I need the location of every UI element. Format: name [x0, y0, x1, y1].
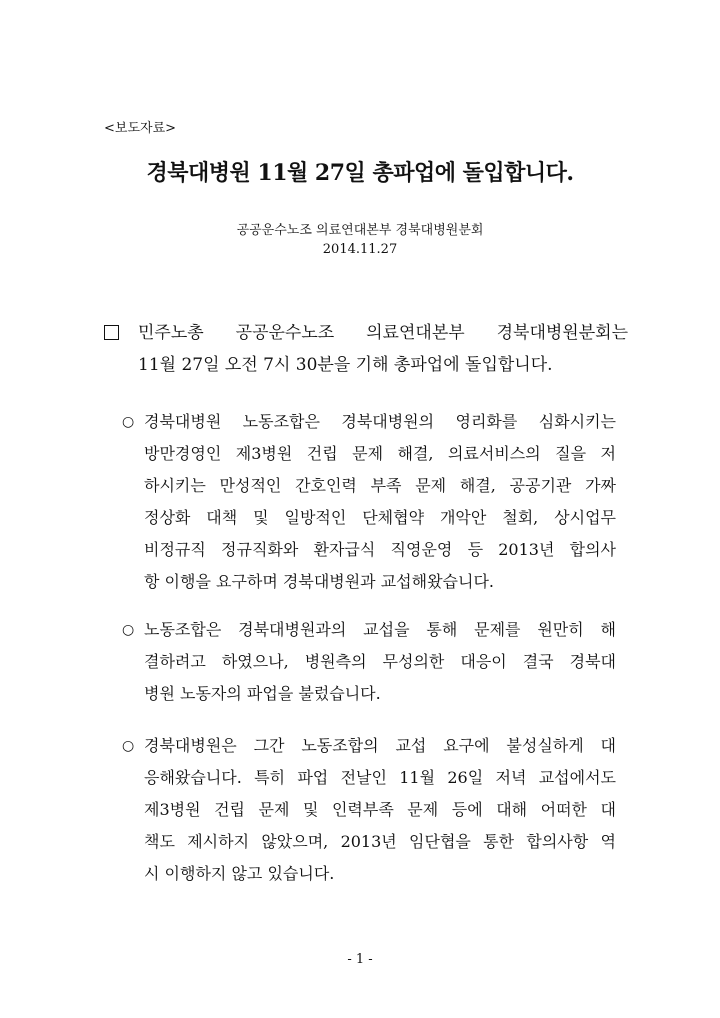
item-line: 결하려고 하였으나, 병원측의 무성의한 대응이 결국 경북대 — [144, 652, 616, 671]
item-line: 책도 제시하지 않았으며, 2013년 임단협을 통한 합의사항 역 — [144, 832, 616, 851]
square-bullet-icon — [104, 325, 119, 340]
item-line: 병원 노동자의 파업을 불렀습니다. — [144, 684, 381, 703]
item-line: 시 이행하지 않고 있습니다. — [144, 864, 335, 883]
document-title: 경북대병원 11월 27일 총파업에 돌입합니다. — [146, 160, 574, 186]
item-line: 정상화 대책 및 일방적인 단체협약 개악안 철회, 상시업무 — [144, 508, 616, 527]
circle-bullet-icon: ○ — [122, 622, 135, 638]
item-line: 제3병원 건립 문제 및 인력부족 문제 등에 대해 어떠한 대 — [144, 800, 616, 819]
item-line: 노동조합은 경북대병원과의 교섭을 통해 문제를 원만히 해 — [144, 620, 616, 639]
organization-name: 공공운수노조 의료연대본부 경북대병원분회 — [236, 223, 484, 238]
lead-line: 11월 27일 오전 7시 30분을 기해 총파업에 돌입합니다. — [138, 355, 553, 375]
circle-bullet-icon: ○ — [122, 738, 135, 754]
document-date: 2014.11.27 — [322, 242, 398, 257]
item-line: 방만경영인 제3병원 건립 문제 해결, 의료서비스의 질을 저 — [144, 444, 616, 463]
lead-line: 민주노총 공공운수노조 의료연대본부 경북대병원분회는 — [138, 323, 628, 343]
item-line: 경북대병원은 그간 노동조합의 교섭 요구에 불성실하게 대 — [144, 736, 616, 755]
circle-bullet-icon: ○ — [122, 414, 135, 430]
item-line: 경북대병원 노동조합은 경북대병원의 영리화를 심화시키는 — [144, 412, 616, 431]
item-line: 응해왔습니다. 특히 파업 전날인 11월 26일 저녁 교섭에서도 — [144, 768, 616, 787]
item-line: 비정규직 정규직화와 환자급식 직영운영 등 2013년 합의사 — [144, 540, 616, 559]
page-number: - 1 - — [347, 952, 373, 967]
item-line: 항 이행을 요구하며 경북대병원과 교섭해왔습니다. — [144, 572, 495, 591]
press-release-tag: <보도자료> — [104, 121, 177, 136]
item-line: 하시키는 만성적인 간호인력 부족 문제 해결, 공공기관 가짜 — [144, 476, 616, 495]
